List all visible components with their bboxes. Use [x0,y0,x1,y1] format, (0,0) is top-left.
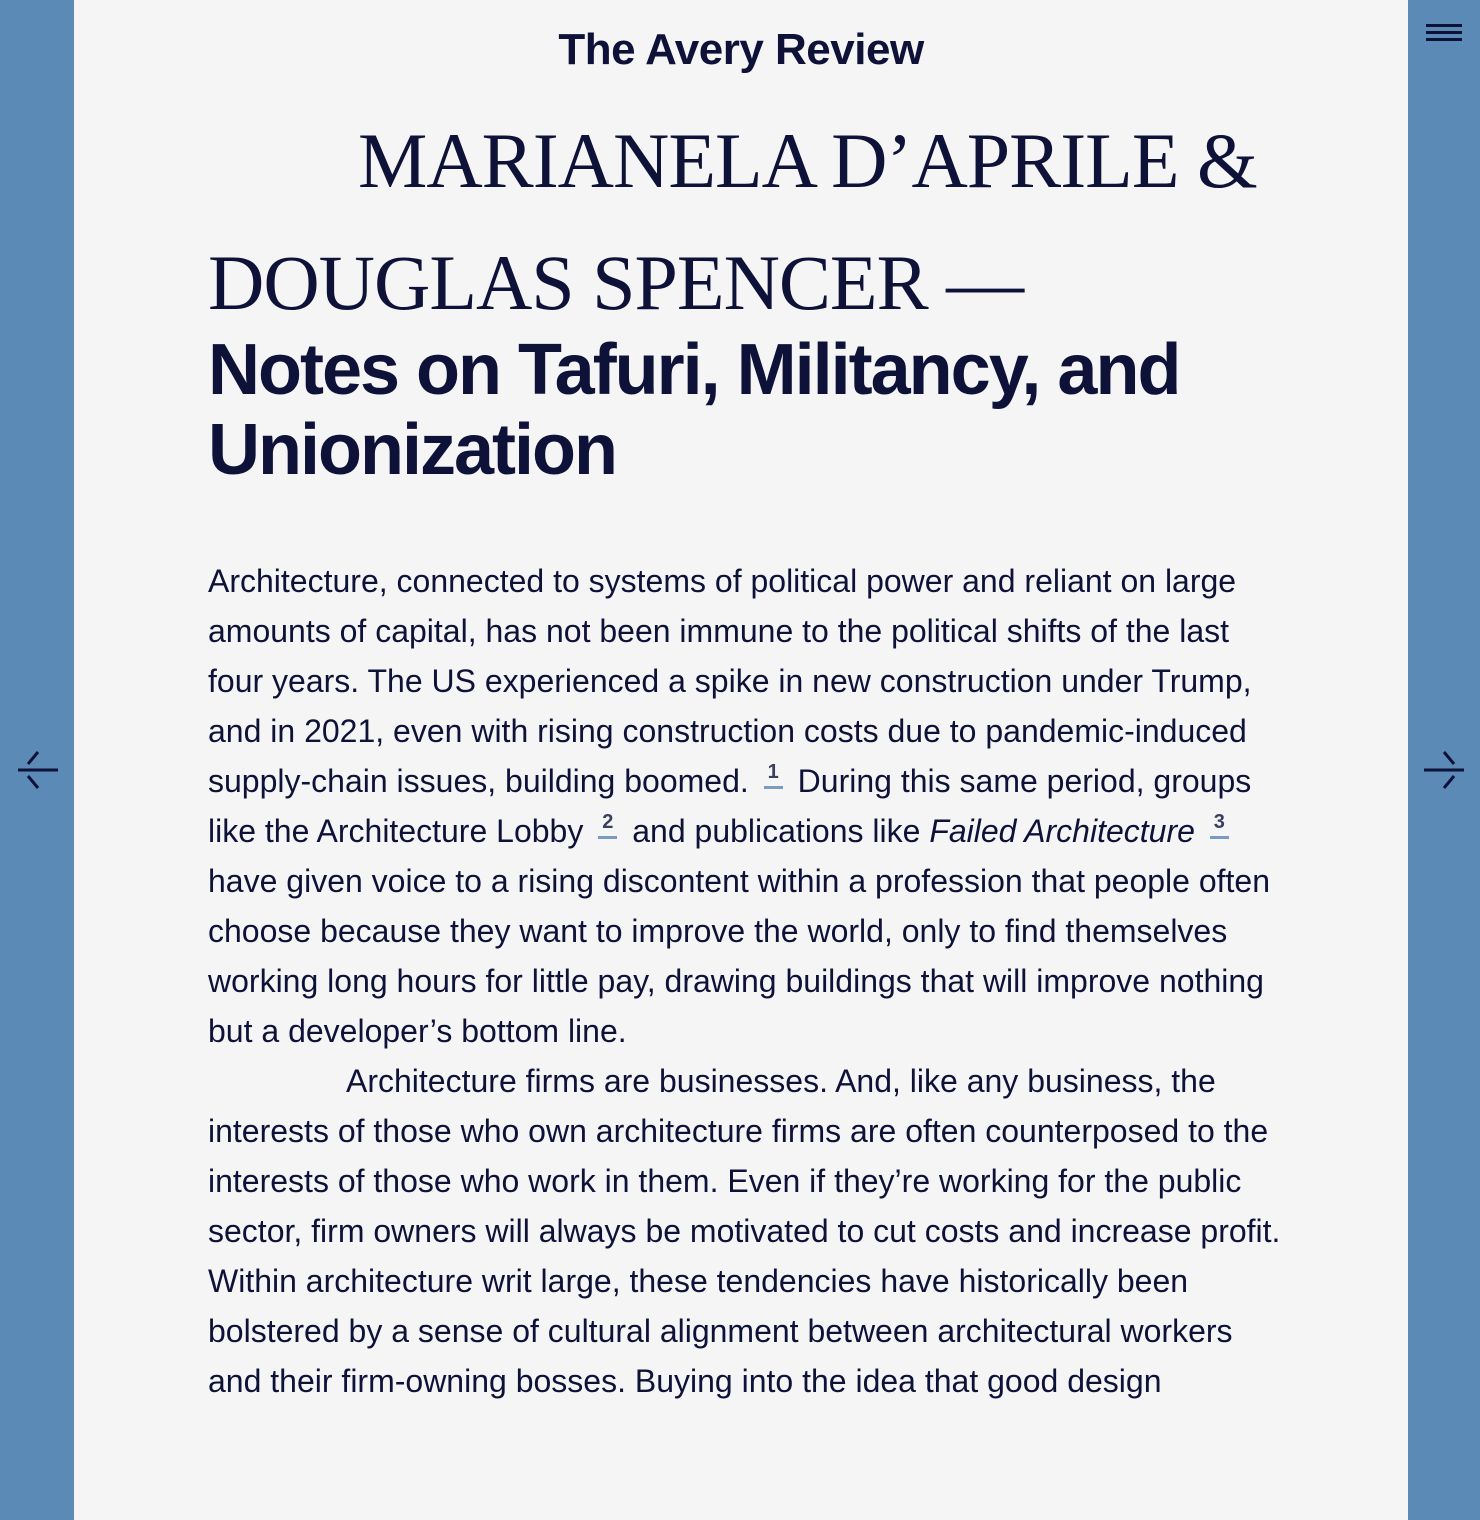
article-authors: MARIANELA D’APRILE & DOUGLAS SPENCER — [208,117,1257,326]
previous-article-button[interactable] [16,748,60,792]
paragraph-1 [208,556,1288,1056]
footnote-1-link[interactable]: 1 [764,762,783,789]
paragraph-1-text-a: Architecture, connected to systems of political power and reliant on large amounts of capital, has not been immune to the political shifts of the last four years. The US experienced a spike in new construction under Trump, and in 2021, even with rising construction costs due to pandemic-induced supply-chain issues, building boomed. [208,563,1252,799]
hamburger-menu-icon [1424,20,1464,50]
next-article-button[interactable] [1422,748,1466,792]
article-page [74,0,1408,1520]
footnote-2-link[interactable]: 2 [598,812,617,839]
article-body [208,556,1288,1406]
arrow-left-icon [16,748,60,792]
site-masthead[interactable]: The Avery Review [558,25,924,74]
paragraph-1-text-b: During this same period, groups like the Architecture Lobby [208,763,1252,849]
arrow-right-icon [1422,748,1466,792]
menu-button[interactable] [1424,20,1464,50]
footnote-3-link[interactable]: 3 [1210,812,1229,839]
paragraph-1-text-d: have given voice to a rising discontent within a profession that people often choose because they want to improve the world, only to find themselves working long hours for little pay, drawing buildings that will improve nothing but a developer’s bottom line. [208,863,1270,1049]
paragraph-2: Architecture firms are businesses. And, like any business, the interests of those who own architecture firms are often counterposed to the interests of those who work in them. Even if they’re working for the public sector, firm owners will always be motivated to cut costs and increase profit. Within architecture writ large, these tendencies have historically been bolstered by a sense of cultural alignment between architectural workers and their firm-owning bosses. Buying into the idea that good design [208,1063,1281,1399]
failed-architecture-title: Failed Architecture [929,813,1195,849]
article-title: Notes on Tafuri, Militancy, and Unionization [208,330,1180,490]
paragraph-1-text-c: and publications like [632,813,921,849]
